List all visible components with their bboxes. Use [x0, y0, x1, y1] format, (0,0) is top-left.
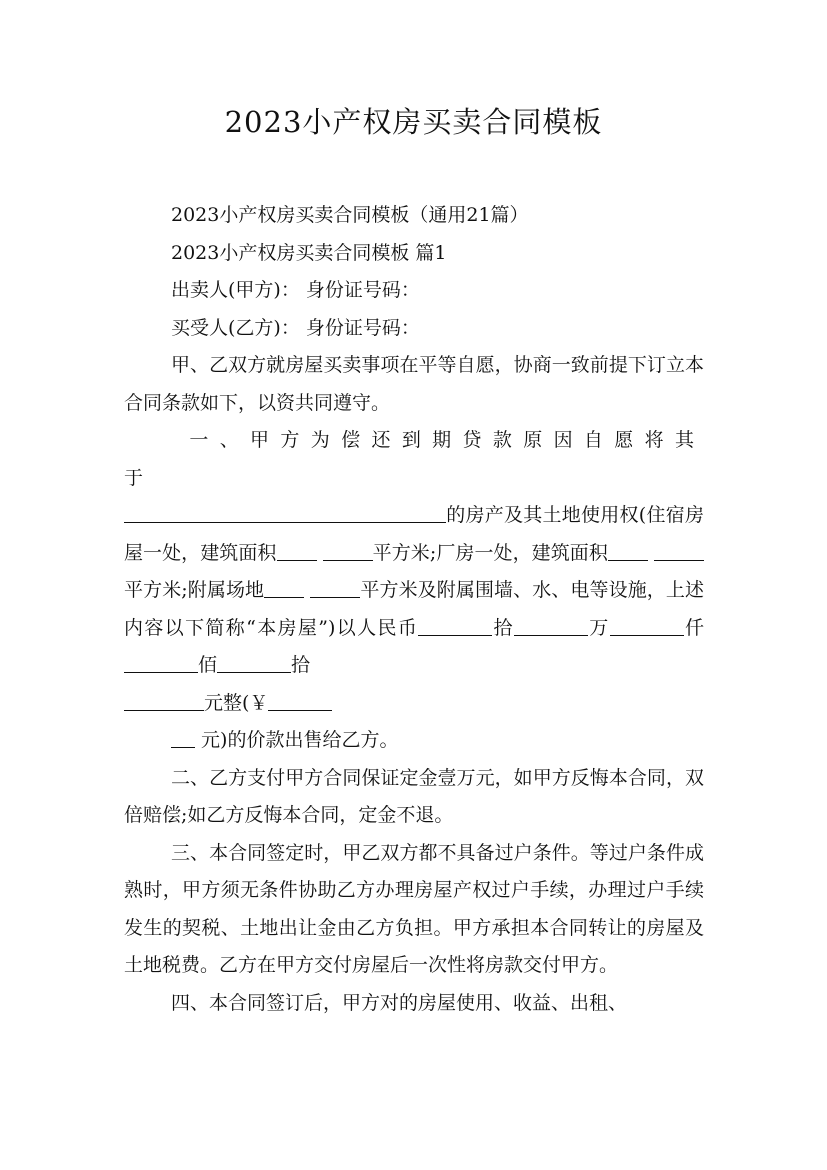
blank-field-wan: [514, 616, 588, 636]
intro-paragraph: 甲、乙双方就房屋买卖事项在平等自愿，协商一致前提下订立本合同条款如下，以资共同遵守。: [124, 354, 704, 414]
clause-1-end: [124, 722, 704, 760]
unit-shi-2: 拾: [291, 654, 311, 676]
clause-2: 二、乙方支付甲方合同保证定金壹万元，如甲方反悔本合同，双倍赔偿;如乙方反悔本合同，定金不退。: [124, 766, 704, 826]
clause1-part-b: 的房产及其土地使用权(住宿房屋一处，建筑面积: [124, 504, 704, 564]
clause-4: 四、本合同签订后，甲方对的房屋使用、收益、出租、: [171, 991, 628, 1014]
unit-shi: 拾: [492, 616, 514, 639]
document-title: 2023小产权房买卖合同模板: [224, 105, 603, 139]
subtitle-line: 2023小产权房买卖合同模板（通用21篇）: [171, 204, 529, 226]
blank-field-area-1b: [323, 541, 373, 561]
clause-3: 三、本合同签定时，甲乙双方都不具备过户条件。等过户条件成熟时，甲方须无条件协助乙方办理房屋产权过户手续，办理过户手续发生的契税、土地出让金由乙方负担。甲方承担本合同转让的房屋及土地税费。乙方在甲方交付房屋后一次性将房款交付甲方。: [124, 841, 704, 976]
seller-line: 出卖人(甲方)： 身份证号码：: [171, 279, 420, 301]
buyer-line: 买受人(乙方)： 身份证号码：: [171, 316, 420, 339]
clause1-part-c: 平方米;厂房一处，建筑面积: [372, 541, 608, 564]
blank-field-area-3b: [310, 578, 360, 598]
clause1-part-a: 一、甲方为偿还到期贷款原因自愿将其于: [124, 429, 704, 489]
blank-field-location: [124, 503, 446, 523]
blank-field-qian: [610, 616, 684, 636]
unit-bai: 佰: [198, 654, 218, 676]
chapter-heading: 2023小产权房买卖合同模板 篇1: [171, 241, 447, 264]
blank-field-shiwan: [418, 616, 492, 636]
clause-1: [124, 422, 704, 722]
blank-field-area-2a: [608, 541, 648, 561]
blank-field-area-1a: [277, 541, 317, 561]
blank-field-shi: [217, 653, 291, 673]
clause1-part-e: 平方米及附属围墙、水、电等设施，上述内容以下简称“本房屋”)以人民币: [124, 579, 704, 639]
clause1-part-d: 平方米;附属场地: [124, 579, 265, 601]
blank-field-yuan: [124, 691, 204, 711]
unit-qian: 仟: [683, 616, 704, 639]
blank-field-amount-end: [171, 728, 195, 748]
blank-field-amount: [268, 691, 332, 711]
blank-field-area-2b: [654, 541, 704, 561]
blank-field-area-3a: [264, 578, 304, 598]
clause1-end-text: 元)的价款出售给乙方。: [201, 729, 399, 751]
unit-wan: 万: [587, 616, 610, 639]
unit-yuan: 元整(￥: [204, 691, 269, 714]
document-body: [124, 197, 704, 1022]
blank-field-bai: [124, 653, 198, 673]
